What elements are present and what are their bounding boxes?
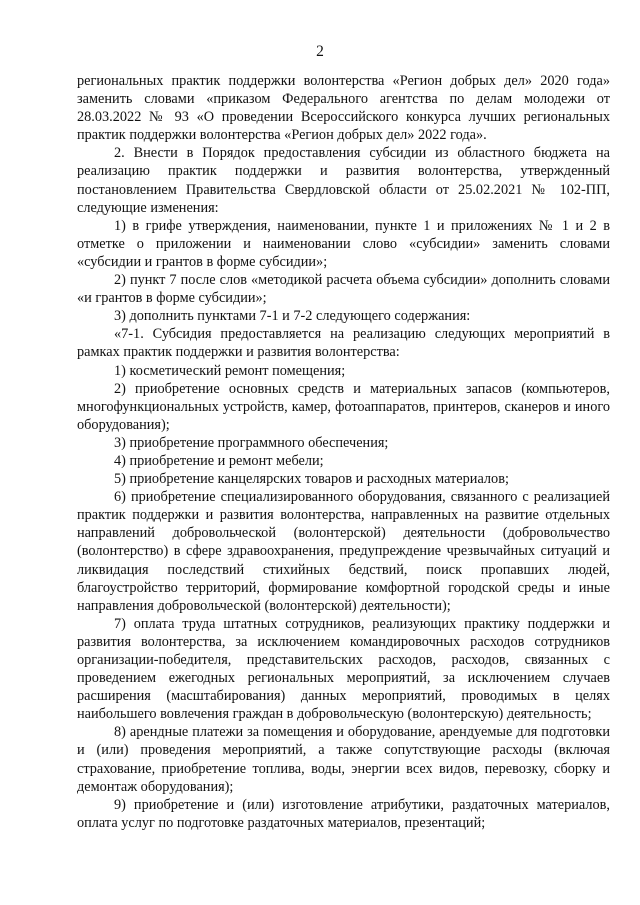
- list-item-9: 9) приобретение и (или) изготовление атрибутики, раздаточных материалов, оплата услуг по подготовке раздаточных материалов, презентаций;: [77, 796, 610, 831]
- list-item-2: 2) приобретение основных средств и материальных запасов (компьютеров, многофункциональных устройств, камер, фотоаппаратов, принтеров, сканеров и иного оборудования);: [77, 380, 610, 433]
- list-item-7: 7) оплата труда штатных сотрудников, реализующих практику поддержки и развития волонтерства, за исключением командировочных расходов сотрудников организации-победителя, представительских расходов, расходов, связанных с проведением ежегодных региональных мероприятий, за исключением случаев расширения (масштабирования) данных мероприятий, проводимых в целях наибольшего вовлечения граждан в добровольческую (волонтерскую) деятельность;: [77, 615, 610, 723]
- paragraph-subitem-3: 3) дополнить пунктами 7-1 и 7-2 следующего содержания:: [114, 308, 471, 325]
- paragraph-item-2: 2. Внести в Порядок предоставления субсидии из областного бюджета на реализацию практик поддержки и развития волонтерства, утвержденный постановлением Правительства Свердловской области от 25.02.2021 № 102-ПП, следующие изменения:: [77, 145, 610, 216]
- document-body: [77, 72, 610, 832]
- paragraph-continuation: региональных практик поддержки волонтерства «Регион добрых дел» 2020 года» заменить словами «приказом Федерального агентства по делам молодежи от 28.03.2022 № 93 «О проведении Всероссийского конкурса лучших региональных практик поддержки волонтерства «Регион добрых дел» 2022 года».: [77, 73, 610, 144]
- list-item-4: 4) приобретение и ремонт мебели;: [114, 452, 324, 469]
- list-item-1: 1) косметический ремонт помещения;: [114, 362, 346, 379]
- paragraph-clause-7-1: «7-1. Субсидия предоставляется на реализацию следующих мероприятий в рамках практик поддержки и развития волонтерства:: [77, 326, 610, 361]
- list-item-8: 8) арендные платежи за помещения и оборудование, арендуемые для подготовки и (или) проведения мероприятий, а также сопутствующие расходы (включая страхование, приобретение топлива, воды, энергии всех видов, перевозку, сборку и демонтаж оборудования);: [77, 724, 610, 795]
- list-item-3: 3) приобретение программного обеспечения;: [114, 434, 389, 451]
- list-item-5: 5) приобретение канцелярских товаров и расходных материалов;: [114, 471, 509, 488]
- paragraph-subitem-1: 1) в грифе утверждения, наименовании, пункте 1 и приложениях № 1 и 2 в отметке о приложении и наименовании слово «субсидии» заменить словами «субсидии и грантов в форме субсидии»;: [77, 217, 610, 270]
- list-item-6: 6) приобретение специализированного оборудования, связанного с реализацией практик поддержки и развития волонтерства, направленных на развитие отдельных направлений добровольческой (волонтерской) деятельности (добровольчество (волонтерство) в сфере здравоохранения, предупреждение чрезвычайных ситуаций и ликвидация последствий стихийных бедствий, поиск пропавших людей, благоустройство территорий, формирование комфортной городской среды и иные направления добровольческой (волонтерской) деятельности);: [77, 489, 610, 614]
- page-number: 2: [316, 43, 324, 60]
- paragraph-subitem-2: 2) пункт 7 после слов «методикой расчета объема субсидии» дополнить словами «и грантов в форме субсидии»;: [77, 272, 610, 307]
